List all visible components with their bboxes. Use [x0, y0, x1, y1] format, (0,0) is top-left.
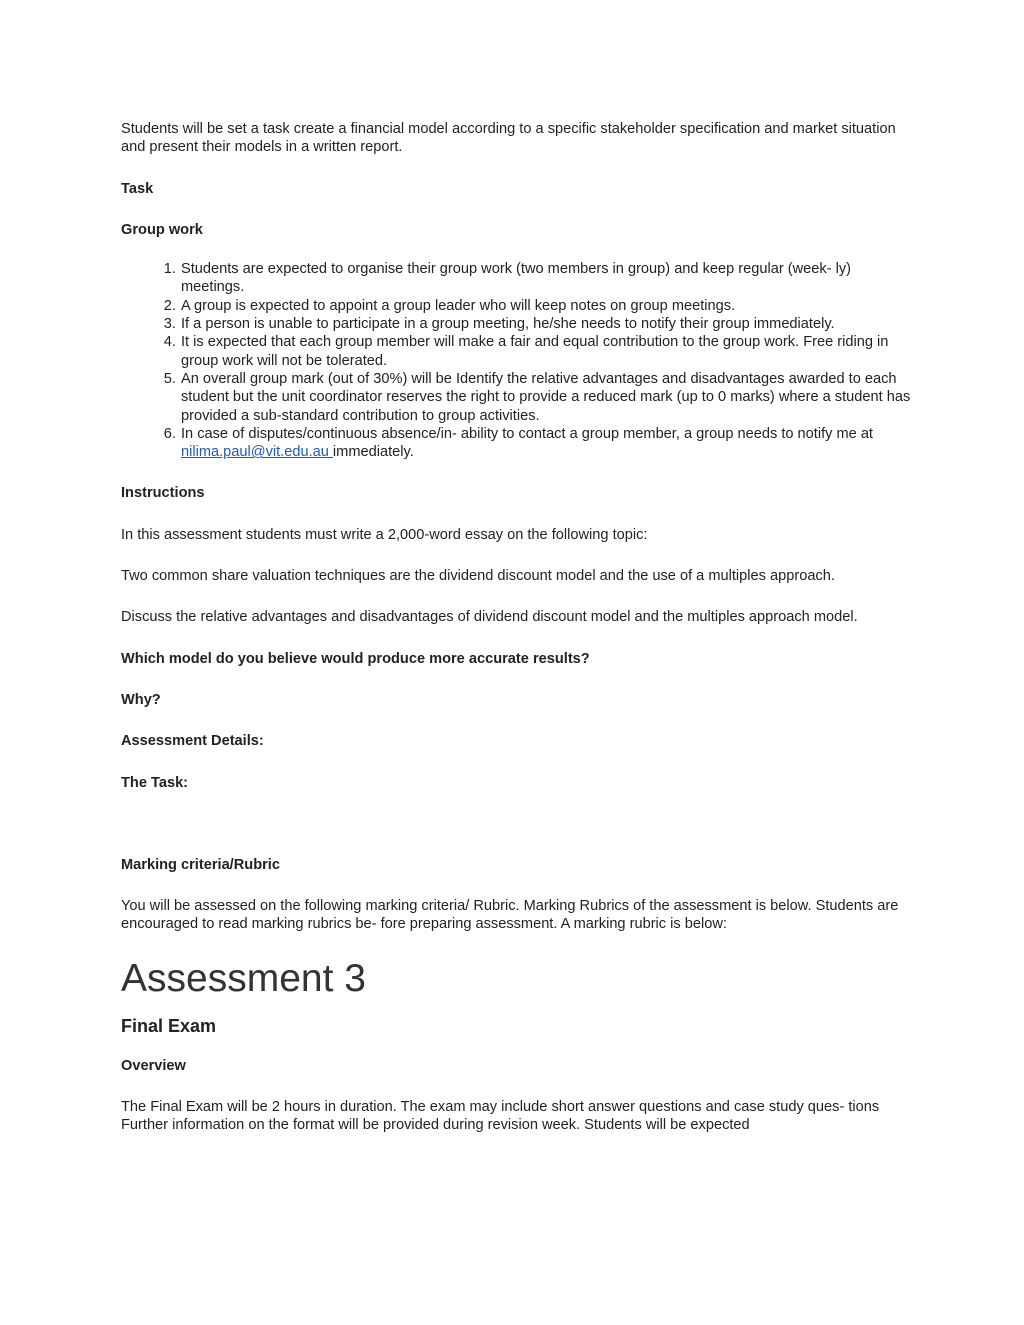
instructions-paragraph-2: Two common share valuation techniques are the dividend discount model and the use of a multiples approach. [121, 568, 835, 585]
which-model-question: Which model do you believe would produce more accurate results? [121, 650, 590, 667]
overview-paragraph: The Final Exam will be 2 hours in duration. The exam may include short answer questions and case study ques- tions Further information on the format will be provided during revision week. Students will be expected [121, 1099, 880, 1134]
intro-paragraph: Students will be set a task create a financial model according to a specific stakeholder specification and market situation and present their models in a written report. [121, 121, 896, 156]
assessment-details-heading: Assessment Details: [121, 733, 264, 750]
why-question: Why? [121, 691, 161, 708]
email-link[interactable]: nilima.paul@vit.edu.au [181, 444, 333, 461]
list-item: 5. An overall group mark (out of 30%) will be Identify the relative advantages and disadvantages awarded to each student but the unit coordinator reserves the right to provide a reduced mark (up to 0 marks) where a student has provided a sub-standard contribution to group activities. [180, 370, 911, 425]
list-item: 3. If a person is unable to participate in a group meeting, he/she needs to notify their group immediately. [180, 315, 911, 333]
empty-task-space [121, 815, 911, 856]
list-item: 1. Students are expected to organise their group work (two members in group) and keep regular (week- ly) meetings. [180, 260, 911, 297]
list-item: 4. It is expected that each group member will make a fair and equal contribution to the group work. Free riding in group work will not be tolerated. [180, 333, 911, 370]
item6-prefix: In case of disputes/continuous absence/in- ability to contact a group member, a group needs to notify me at [181, 425, 873, 442]
marking-criteria-paragraph: You will be assessed on the following marking criteria/ Rubric. Marking Rubrics of the assessment is below. Students are encouraged to read marking rubrics be- fore preparing assessment. A marking rubric is below: [121, 898, 899, 933]
list-item: 2. A group is expected to appoint a group leader who will keep notes on group meetings. [180, 297, 911, 315]
group-work-heading: Group work [121, 221, 203, 238]
instructions-heading: Instructions [121, 485, 205, 502]
assessment-3-title: Assessment 3 [121, 956, 366, 1000]
task-heading: Task [121, 180, 154, 197]
document-page [121, 120, 911, 1158]
instructions-paragraph-1: In this assessment students must write a 2,000-word essay on the following topic: [121, 526, 648, 543]
the-task-heading: The Task: [121, 774, 189, 791]
group-work-list [121, 260, 911, 461]
instructions-paragraph-3: Discuss the relative advantages and disadvantages of dividend discount model and the multiples approach model. [121, 609, 858, 626]
overview-heading: Overview [121, 1057, 186, 1074]
list-item [180, 425, 911, 462]
item6-suffix: immediately. [332, 444, 414, 461]
final-exam-title: Final Exam [121, 1015, 217, 1036]
marking-criteria-heading: Marking criteria/Rubric [121, 856, 280, 873]
